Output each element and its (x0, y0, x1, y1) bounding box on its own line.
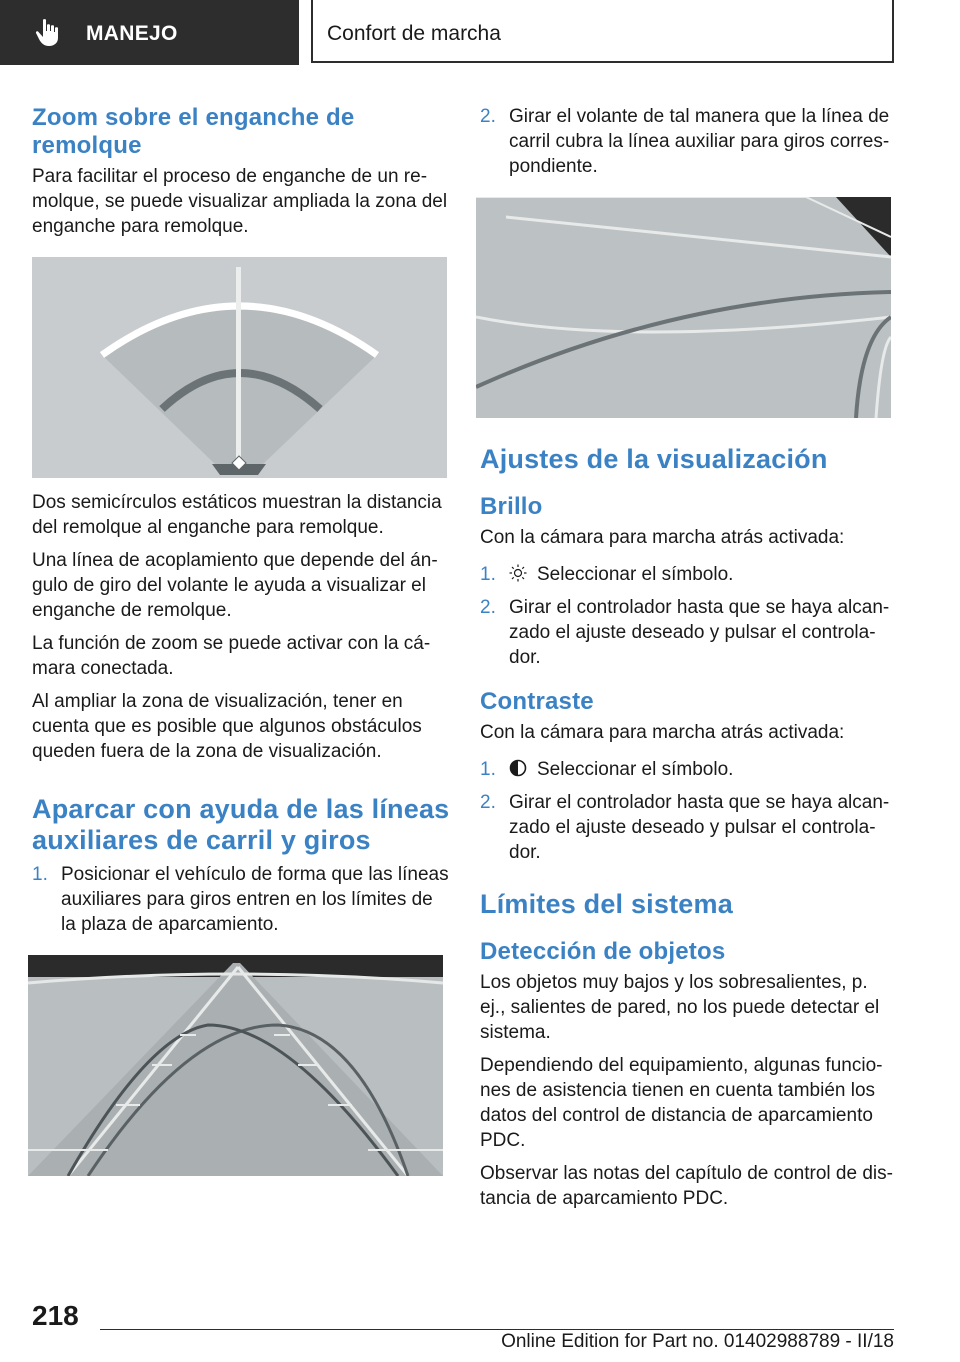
heading-aparcar: Aparcar con ayuda de las líneas auxiliares de carril y giros (32, 794, 450, 855)
steps-aparcar-cont (480, 104, 898, 179)
heading-deteccion: Detección de objetos (480, 938, 726, 965)
footer-divider (100, 1329, 894, 1330)
figure-zoom-hitch (32, 257, 447, 478)
heading-ajustes: Ajustes de la visualización (480, 444, 828, 474)
list-item: 1. Seleccionar el símbolo. (480, 564, 734, 585)
list-item: 2. Girar el volante de tal manera que la línea de carril cubra la línea auxiliar para giros correspondiente. (480, 106, 890, 177)
list-item: 2. Girar el controlador hasta que se haya alcanzado el ajuste deseado y pulsar el controlador. (480, 792, 890, 863)
right-column (480, 104, 898, 1219)
heading-zoom: Zoom sobre el enganche de remolque (32, 104, 355, 159)
steps-aparcar (32, 862, 450, 937)
paragraph-funcion: La función de zoom se puede activar con la cámara conectada. (32, 633, 431, 679)
heading-contraste: Contraste (480, 688, 594, 715)
paragraph-zoom: Para facilitar el proceso de enganche de un remolque, se puede visualizar ampliada la zona del enganche para remolque. (32, 166, 448, 237)
page-number: 218 (32, 1300, 79, 1331)
figure-parking-lines (28, 955, 443, 1176)
paragraph-contraste: Con la cámara para marcha atrás activada: (480, 722, 845, 743)
paragraph-objetos: Los objetos muy bajos y los sobresalientes, p. ej., salientes de pared, no los puede detectar el sistema. (480, 972, 880, 1043)
brightness-icon (509, 564, 527, 582)
list-item: 1. Posicionar el vehículo de forma que las líneas auxiliares para giros entren en los límites de la plaza de aparcamiento. (32, 864, 449, 935)
figure-turn-lines (476, 197, 891, 418)
steps-contraste (480, 757, 898, 865)
paragraph-linea: Una línea de acoplamiento que depende del ángulo de giro del volante le ayuda a visualizar el enganche de remolque. (32, 550, 438, 621)
paragraph-dependiendo: Dependiendo del equipamiento, algunas funciones de asistencia tienen en cuenta también los datos del control de distancia de aparcamiento PDC. (480, 1055, 883, 1151)
steering-hand-icon (34, 18, 62, 48)
section-title: MANEJO (86, 22, 178, 45)
paragraph-ampliar: Al ampliar la zona de visualización, tener en cuenta que es posible que algunos obstáculos queden fuera de la zona de visualización. (32, 691, 422, 762)
heading-limites: Límites del sistema (480, 889, 733, 919)
heading-brillo: Brillo (480, 493, 543, 520)
steps-brillo (480, 562, 898, 670)
contrast-icon (509, 759, 527, 777)
list-item: 1. Seleccionar el símbolo. (480, 759, 734, 780)
left-column (32, 104, 450, 1176)
section-tab (0, 0, 299, 65)
chapter-title: Confort de marcha (327, 22, 501, 45)
chapter-tab (311, 0, 894, 63)
paragraph-semicirculos: Dos semicírculos estáticos muestran la distancia del remolque al enganche para remolque. (32, 492, 442, 538)
edition-note: Online Edition for Part no. 01402988789 - II/18 (501, 1331, 894, 1352)
paragraph-brillo: Con la cámara para marcha atrás activada: (480, 527, 845, 548)
list-item: 2. Girar el controlador hasta que se haya alcanzado el ajuste deseado y pulsar el controlador. (480, 597, 890, 668)
paragraph-observar: Observar las notas del capítulo de control de distancia de aparcamiento PDC. (480, 1163, 893, 1209)
